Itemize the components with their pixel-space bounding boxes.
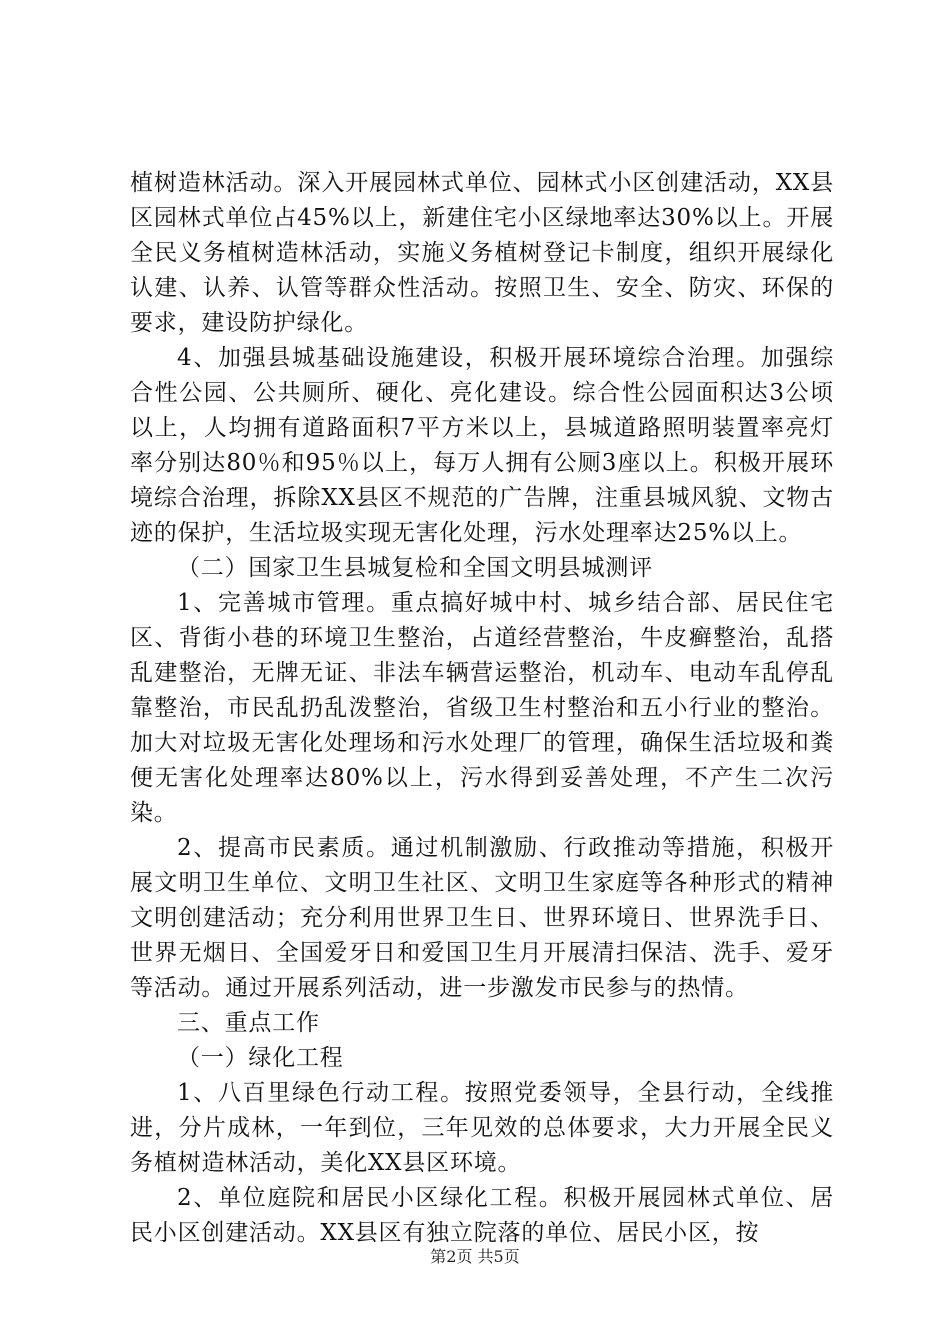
section-heading-2: （二）国家卫生县城复检和全国文明县城测评 bbox=[177, 555, 653, 581]
subsection-heading-1: （一）绿化工程 bbox=[177, 1045, 344, 1071]
paragraph-4: 2、提高市民素质。通过机制激励、行政推动等措施，积极开展文明卫生单位、文明卫生社区、文明卫生家庭等各种形式的精神文明创建活动；充分利用世界卫生日、世界环境日、世界洗手日、世界无烟日、全国爱牙日和爱国卫生月开展清扫保洁、洗手、爱牙等活动。通过开展系列活动，进一步激发市民参与的热情。 bbox=[130, 835, 834, 1001]
paragraph-2: 4、加强县城基础设施建设，积极开展环境综合治理。加强综合性公园、公共厕所、硬化、亮化建设。综合性公园面积达3公顷以上，人均拥有道路面积7平方米以上，县城道路照明装置率亮灯率分别达80％和95％以上，每万人拥有公厕3座以上。积极开展环境综合治理，拆除XX县区不规范的广告牌，注重县城风貌、文物古迹的保护，生活垃圾实现无害化处理，污水处理率达25%以上。 bbox=[130, 345, 834, 546]
paragraph-1: 植树造林活动。深入开展园林式单位、园林式小区创建活动，XX县区园林式单位占45%以上，新建住宅小区绿地率达30%以上。开展全民义务植树造林活动，实施义务植树登记卡制度，组织开展绿化认建、认养、认管等群众性活动。按照卫生、安全、防灾、环保的要求，建设防护绿化。 bbox=[130, 170, 834, 336]
document-body bbox=[130, 166, 834, 1251]
paragraph-3: 1、完善城市管理。重点搞好城中村、城乡结合部、居民住宅区、背街小巷的环境卫生整治，占道经营整治，牛皮癣整治，乱搭乱建整治，无牌无证、非法车辆营运整治，机动车、电动车乱停乱靠整治，市民乱扔乱泼整治，省级卫生村整治和五小行业的整治。加大对垃圾无害化处理场和污水处理厂的管理，确保生活垃圾和粪便无害化处理率达80%以上，污水得到妥善处理，不产生二次污染。 bbox=[130, 590, 834, 826]
paragraph-6: 2、单位庭院和居民小区绿化工程。积极开展园林式单位、居民小区创建活动。XX县区有独立院落的单位、居民小区，按 bbox=[130, 1185, 834, 1246]
section-heading-3: 三、重点工作 bbox=[177, 1010, 320, 1036]
paragraph-5: 1、八百里绿色行动工程。按照党委领导，全县行动，全线推进，分片成林，一年到位，三年见效的总体要求，大力开展全民义务植树造林活动，美化XX县区环境。 bbox=[130, 1080, 834, 1176]
page-footer: 第2页 共5页 bbox=[430, 1247, 520, 1266]
